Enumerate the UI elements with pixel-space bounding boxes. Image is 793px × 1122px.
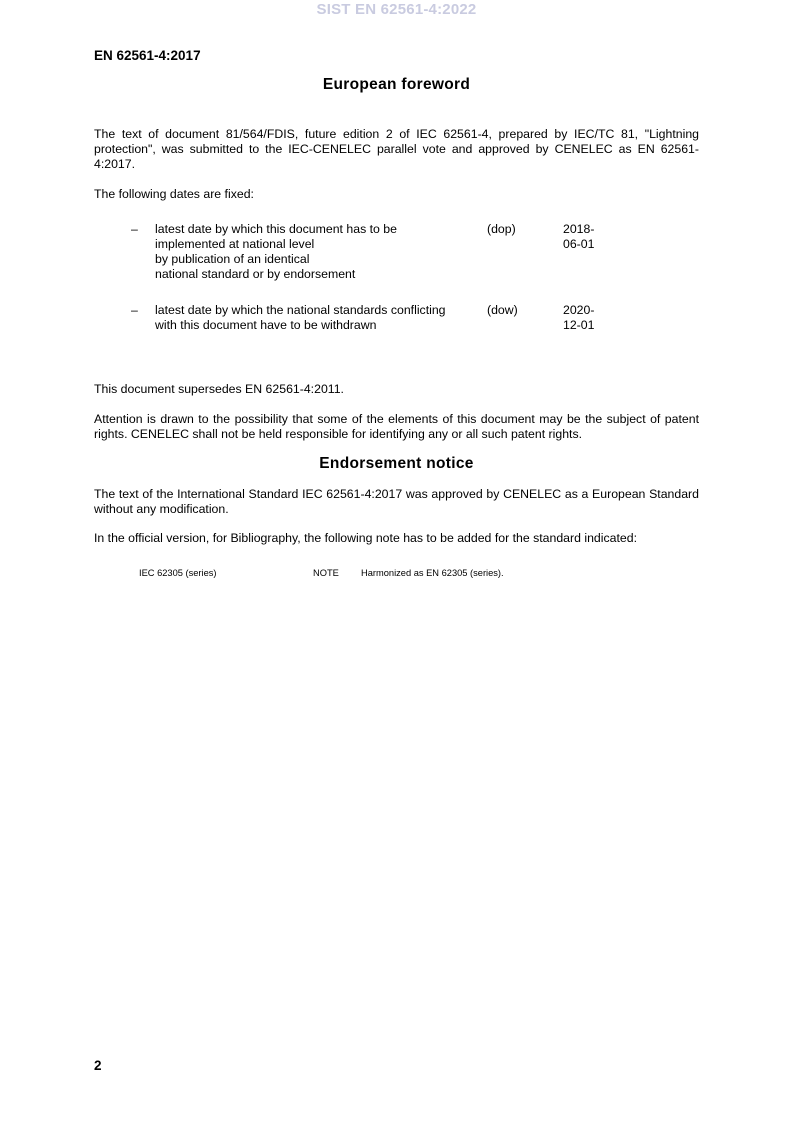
patent-attention: Attention is drawn to the possibility that some of the elements of this document may be the subject of patent rights. CENELEC shall not be held responsible for identifying any or all such patent rights. — [94, 412, 699, 441]
endorsement-text: The text of the International Standard IEC 62561-4:2017 was approved by CENELEC as a European Standard without any modification. — [94, 487, 699, 516]
watermark: SIST EN 62561-4:2022 — [316, 1, 477, 18]
date-description — [155, 303, 485, 333]
foreword-title: European foreword — [322, 76, 471, 93]
date-value: 2018-06-01 — [563, 222, 595, 251]
date-description — [155, 222, 485, 282]
note-text: Harmonized as EN 62305 (series). — [361, 568, 504, 578]
endorsement-title: Endorsement notice — [319, 455, 474, 472]
list-dash: – — [131, 303, 138, 317]
date-code: (dop) — [487, 222, 516, 236]
date-value: 2020-12-01 — [563, 303, 595, 332]
desc-line: latest date by which this document has to be — [155, 222, 397, 236]
note-standard: IEC 62305 (series) — [139, 568, 217, 578]
date-code: (dow) — [487, 303, 518, 317]
page-number: 2 — [94, 1058, 102, 1073]
list-dash: – — [131, 222, 138, 236]
dates-intro: The following dates are fixed: — [94, 187, 254, 201]
desc-line: national standard or by endorsement — [155, 267, 356, 281]
supersedes-note: This document supersedes EN 62561-4:2011. — [94, 382, 344, 396]
document-id: EN 62561-4:2017 — [94, 48, 201, 63]
bibliography-text: In the official version, for Bibliography, the following note has to be added for the standard indicated: — [94, 531, 638, 545]
desc-line: by publication of an identical — [155, 252, 310, 266]
foreword-intro: The text of document 81/564/FDIS, future edition 2 of IEC 62561-4, prepared by IEC/TC 81, "Lightning protection", was submitted to the IEC-CENELEC parallel vote and approved by CENELEC as EN 62561-4:2017. — [94, 127, 699, 171]
note-label: NOTE — [313, 568, 339, 578]
desc-line: implemented at national level — [155, 237, 315, 251]
desc-line: with this document have to be withdrawn — [155, 318, 377, 332]
desc-line: latest date by which the national standards conflicting — [155, 303, 446, 317]
